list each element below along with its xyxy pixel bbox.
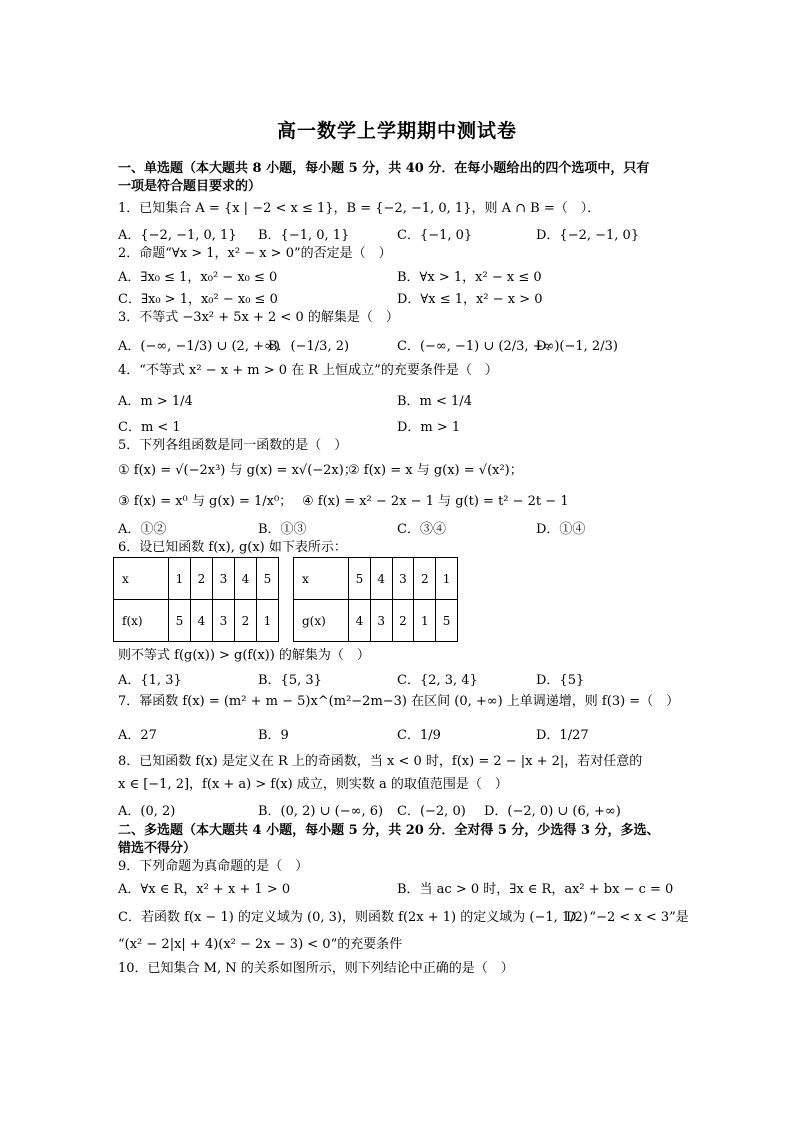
q5-options [0, 518, 794, 536]
q8-option-d: D．(−2, 0) ∪ (6, +∞) [484, 804, 621, 819]
table-cell: 4 [349, 600, 371, 642]
table-cell: 3 [213, 600, 235, 642]
q1-stem: 1．已知集合 A = {x | −2 < x ≤ 1}，B = {−2, −1, 0, 1}，则 A ∩ B =（ ）． [118, 201, 601, 216]
q8-option-c: C．(−2, 0) [397, 804, 466, 819]
q5-option-a: A．①② [118, 522, 167, 537]
table-cell: 1 [436, 558, 458, 600]
q7-option-d: D．1/27 [536, 728, 589, 743]
table-cell: 4 [370, 558, 392, 600]
section-2-heading-line1: 二、多选题（本大题共 4 小题，每小题 5 分，共 20 分．全对得 5 分，少选得 3 分，多选、 [118, 823, 660, 838]
table-cell: 5 [169, 600, 191, 642]
q6-table-f [113, 557, 279, 642]
table-cell: 1 [169, 558, 191, 600]
q3-options [0, 335, 794, 353]
q9-options-row1 [0, 878, 794, 896]
q1-option-c: C．{−1, 0} [397, 228, 473, 243]
q6-option-b: B．{5, 3} [258, 673, 322, 688]
q9-option-c: C．若函数 f(x − 1) 的定义域为 (0, 3)，则函数 f(2x + 1) 的定义域为 (−1, 1/2) [118, 910, 588, 925]
q2-stem: 2．命题“∀x > 1，x² − x > 0”的否定是（ ） [118, 246, 392, 261]
q4-option-a: A．m > 1/4 [118, 394, 193, 409]
q5-option-c: C．③④ [397, 522, 446, 537]
q3-option-d: D．(−1, 2/3) [536, 339, 618, 354]
q6-table-g [293, 557, 458, 642]
q2-option-d: D．∀x ≤ 1，x² − x > 0 [397, 292, 543, 307]
table-cell: 3 [392, 558, 414, 600]
q9-option-d-part1: D．“−2 < x < 3”是 [566, 910, 689, 925]
q2-option-a: A．∃x₀ ≤ 1，x₀² − x₀ ≤ 0 [118, 270, 278, 285]
table-cell: 2 [191, 558, 213, 600]
q7-option-c: C．1/9 [397, 728, 441, 743]
table-header-cell: x [294, 558, 349, 600]
q3-stem: 3．不等式 −3x² + 5x + 2 < 0 的解集是（ ） [118, 310, 399, 325]
table-row [114, 558, 279, 600]
table-header-cell: x [114, 558, 169, 600]
q4-option-b: B．m < 1/4 [397, 394, 472, 409]
table-cell: 2 [235, 600, 257, 642]
q4-option-c: C．m < 1 [118, 420, 181, 435]
q1-option-b: B．{−1, 0, 1} [258, 228, 350, 243]
q6-options [0, 669, 794, 687]
q5-item-1: ① f(x) = √(−2x³) 与 g(x) = x√(−2x)； [118, 463, 357, 478]
q5-item-4: ④ f(x) = x² − 2x − 1 与 g(t) = t² − 2t − 1 [302, 494, 569, 509]
table-cell: 5 [436, 600, 458, 642]
q9-option-b: B．当 ac > 0 时，∃x ∈ R，ax² + bx − c = 0 [397, 882, 674, 897]
table-header-cell: g(x) [294, 600, 349, 642]
table-row [114, 600, 279, 642]
q1-options [0, 224, 794, 242]
table-cell: 4 [235, 558, 257, 600]
section-1-heading-line1: 一、单选题（本大题共 8 小题，每小题 5 分，共 40 分．在每小题给出的四个选项中，只有 [118, 161, 650, 176]
q6-stem: 6．设已知函数 f(x), g(x) 如下表所示： [118, 540, 347, 555]
q6-option-d: D．{5} [536, 673, 585, 688]
q6-option-c: C．{2, 3, 4} [397, 673, 478, 688]
q6-stem-2: 则不等式 f(g(x)) > g(f(x)) 的解集为（ ） [118, 648, 370, 663]
q7-options [0, 724, 794, 742]
q3-option-b: B．(−1/3, 2) [268, 339, 350, 354]
q9-stem: 9．下列命题为真命题的是（ ） [118, 859, 309, 874]
table-cell: 5 [349, 558, 371, 600]
table-header-cell: f(x) [114, 600, 169, 642]
q5-item-2: ② f(x) = x 与 g(x) = √(x²)； [348, 463, 523, 478]
q8-option-a: A．(0, 2) [118, 804, 176, 819]
q2-options-row1 [0, 266, 794, 284]
table-cell: 5 [257, 558, 279, 600]
q2-option-c: C．∃x₀ > 1，x₀² − x₀ ≤ 0 [118, 292, 278, 307]
q9-options-row2 [0, 906, 794, 924]
q8-option-b: B．(0, 2) ∪ (−∞, 6) [258, 804, 384, 819]
q4-option-d: D．m > 1 [397, 420, 461, 435]
q9-option-d-part2: “(x² − 2|x| + 4)(x² − 2x − 3) < 0”的充要条件 [118, 937, 403, 952]
table-cell: 2 [414, 558, 436, 600]
q5-stem: 5．下列各组函数是同一函数的是（ ） [118, 438, 348, 453]
q3-option-a: A．(−∞, −1/3) ∪ (2, +∞) [118, 339, 280, 354]
q10-stem: 10．已知集合 M, N 的关系如图所示，则下列结论中正确的是（ ） [118, 961, 514, 976]
section-2-heading-line2: 错选不得分） [118, 841, 197, 856]
table-row [294, 558, 458, 600]
q4-options-row1 [0, 390, 794, 408]
q6-option-a: A．{1, 3} [118, 673, 182, 688]
q7-option-a: A．27 [118, 728, 157, 743]
q1-option-d: D．{−2, −1, 0} [536, 228, 640, 243]
table-cell: 3 [213, 558, 235, 600]
page-title: 高一数学上学期期中测试卷 [276, 120, 517, 142]
q7-option-b: B．9 [258, 728, 289, 743]
q8-stem-line2: x ∈ [−1, 2]，f(x + a) > f(x) 成立，则实数 a 的取值范围是（ ） [118, 777, 508, 792]
section-1-heading-line2: 一项是符合题目要求的） [118, 179, 262, 194]
q8-options [0, 800, 794, 818]
q4-stem: 4．“不等式 x² − x + m > 0 在 R 上恒成立”的充要条件是（ ） [118, 363, 498, 378]
q9-option-a: A．∀x ∈ R，x² + x + 1 > 0 [118, 882, 291, 897]
q3-option-c: C．(−∞, −1) ∪ (2/3, +∞) [397, 339, 560, 354]
table-cell: 4 [191, 600, 213, 642]
q2-options-row2 [0, 288, 794, 306]
q8-stem-line1: 8．已知函数 f(x) 是定义在 R 上的奇函数，当 x < 0 时，f(x) = 2 − |x + 2|，若对任意的 [118, 754, 643, 769]
table-cell: 1 [414, 600, 436, 642]
q7-stem: 7．幂函数 f(x) = (m² + m − 5)x^(m²−2m−3) 在区间 (0, +∞) 上单调递增，则 f(3) =（ ） [118, 694, 680, 709]
q1-option-a: A．{−2, −1, 0, 1} [118, 228, 237, 243]
q2-option-b: B．∀x > 1，x² − x ≤ 0 [397, 270, 542, 285]
q5-option-d: D．①④ [536, 522, 586, 537]
table-row [294, 600, 458, 642]
table-cell: 2 [392, 600, 414, 642]
q5-option-b: B．①③ [258, 522, 307, 537]
q4-options-row2 [0, 416, 794, 434]
q5-items-row1 [0, 459, 794, 477]
table-cell: 3 [370, 600, 392, 642]
q5-items-row2 [0, 490, 794, 508]
table-cell: 1 [257, 600, 279, 642]
q5-item-3: ③ f(x) = x⁰ 与 g(x) = 1/x⁰； [118, 494, 293, 509]
